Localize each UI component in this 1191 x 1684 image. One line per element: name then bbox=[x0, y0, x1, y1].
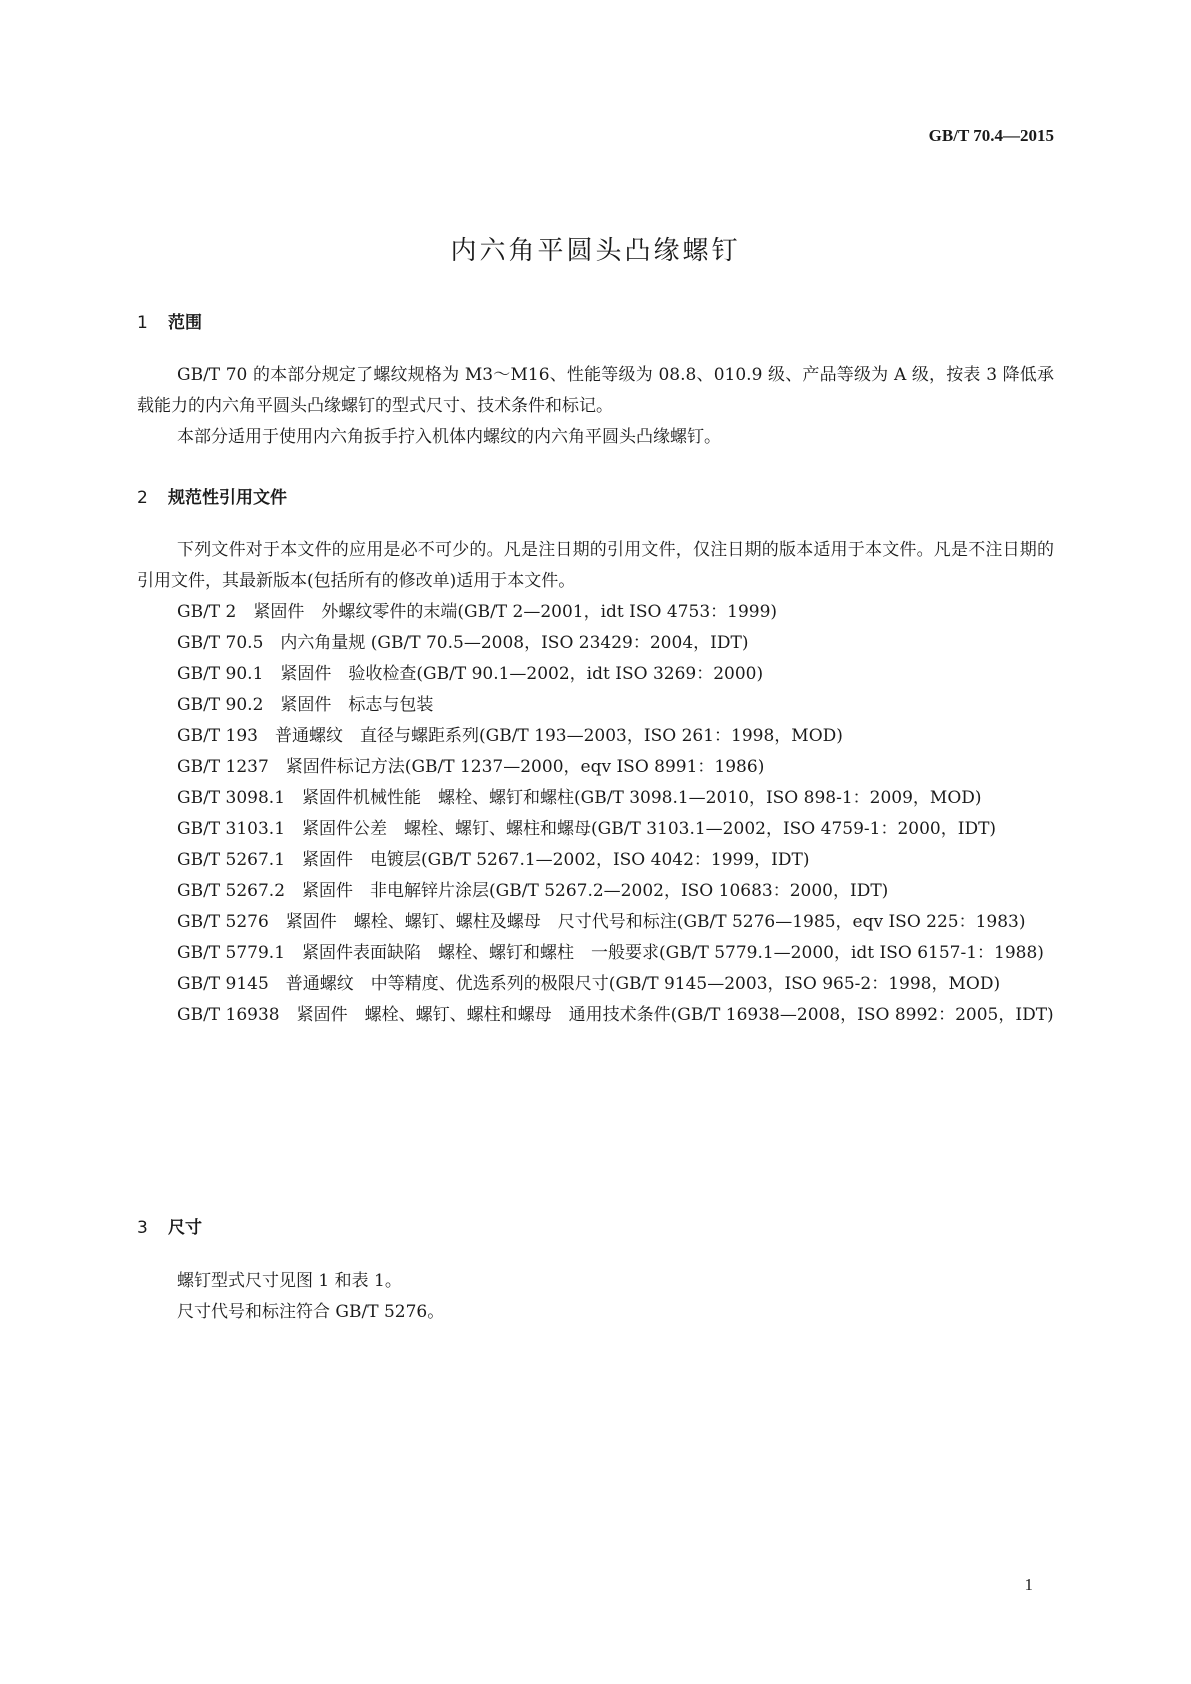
reference-item: GB/T 3103.1 紧固件公差 螺栓、螺钉、螺柱和螺母(GB/T 3103.1—2002，ISO 4759-1：2000，IDT) bbox=[177, 819, 997, 839]
reference-item: GB/T 2 紧固件 外螺纹零件的末端(GB/T 2—2001，idt ISO 4753：1999) bbox=[177, 602, 778, 622]
section-title: 规范性引用文件 bbox=[168, 488, 287, 508]
reference-item: GB/T 90.1 紧固件 验收检查(GB/T 90.1—2002，idt ISO 3269：2000) bbox=[177, 664, 764, 684]
section-2-heading bbox=[137, 483, 287, 508]
reference-item: GB/T 16938 紧固件 螺栓、螺钉、螺柱和螺母 通用技术条件(GB/T 16938—2008，ISO 8992：2005，IDT) bbox=[177, 1005, 1054, 1025]
reference-item: GB/T 5779.1 紧固件表面缺陷 螺栓、螺钉和螺柱 一般要求(GB/T 5779.1—2000，idt ISO 6157-1：1988) bbox=[177, 943, 1044, 963]
standard-code: GB/T 70.4—2015 bbox=[928, 126, 1054, 145]
section-1-paragraph-2: 本部分适用于使用内六角扳手拧入机体内螺纹的内六角平圆头凸缘螺钉。 bbox=[177, 427, 721, 447]
section-3-heading bbox=[137, 1213, 202, 1238]
section-1-paragraph-1: GB/T 70 的本部分规定了螺纹规格为 M3～M16、性能等级为 08.8、010.9 级、产品等级为 A 级，按表 3 降低承载能力的内六角平圆头凸缘螺钉的型式尺寸、技术条件和标记。 bbox=[137, 365, 1054, 416]
section-1-heading bbox=[137, 308, 202, 333]
reference-item: GB/T 193 普通螺纹 直径与螺距系列(GB/T 193—2003，ISO 261：1998，MOD) bbox=[177, 726, 843, 746]
reference-item: GB/T 70.5 内六角量规 (GB/T 70.5—2008，ISO 23429：2004，IDT) bbox=[177, 633, 749, 653]
reference-item: GB/T 5276 紧固件 螺栓、螺钉、螺柱及螺母 尺寸代号和标注(GB/T 5276—1985，eqv ISO 225：1983) bbox=[177, 912, 1026, 932]
reference-item: GB/T 5267.1 紧固件 电镀层(GB/T 5267.1—2002，ISO 4042：1999，IDT) bbox=[177, 850, 810, 870]
section-title: 范围 bbox=[168, 313, 202, 333]
normative-references-list bbox=[137, 597, 1054, 1031]
reference-item: GB/T 90.2 紧固件 标志与包装 bbox=[177, 695, 434, 715]
reference-item: GB/T 9145 普通螺纹 中等精度、优选系列的极限尺寸(GB/T 9145—2003，ISO 965-2：1998，MOD) bbox=[177, 974, 1001, 994]
section-number: 1 bbox=[137, 313, 148, 333]
page-number: 1 bbox=[1024, 1575, 1033, 1594]
section-title: 尺寸 bbox=[168, 1218, 202, 1238]
section-number: 3 bbox=[137, 1218, 148, 1238]
section-2-intro: 下列文件对于本文件的应用是必不可少的。凡是注日期的引用文件，仅注日期的版本适用于本文件。凡是不注日期的引用文件，其最新版本(包括所有的修改单)适用于本文件。 bbox=[137, 540, 1054, 591]
section-3-paragraph-1: 螺钉型式尺寸见图 1 和表 1。 bbox=[177, 1271, 402, 1291]
document-title: 内六角平圆头凸缘螺钉 bbox=[450, 236, 741, 266]
reference-item: GB/T 5267.2 紧固件 非电解锌片涂层(GB/T 5267.2—2002，ISO 10683：2000，IDT) bbox=[177, 881, 889, 901]
reference-item: GB/T 1237 紧固件标记方法(GB/T 1237—2000，eqv ISO 8991：1986) bbox=[177, 757, 765, 777]
section-3-paragraph-2: 尺寸代号和标注符合 GB/T 5276。 bbox=[177, 1302, 445, 1322]
reference-item: GB/T 3098.1 紧固件机械性能 螺栓、螺钉和螺柱(GB/T 3098.1—2010，ISO 898-1：2009，MOD) bbox=[177, 788, 982, 808]
section-number: 2 bbox=[137, 488, 148, 508]
